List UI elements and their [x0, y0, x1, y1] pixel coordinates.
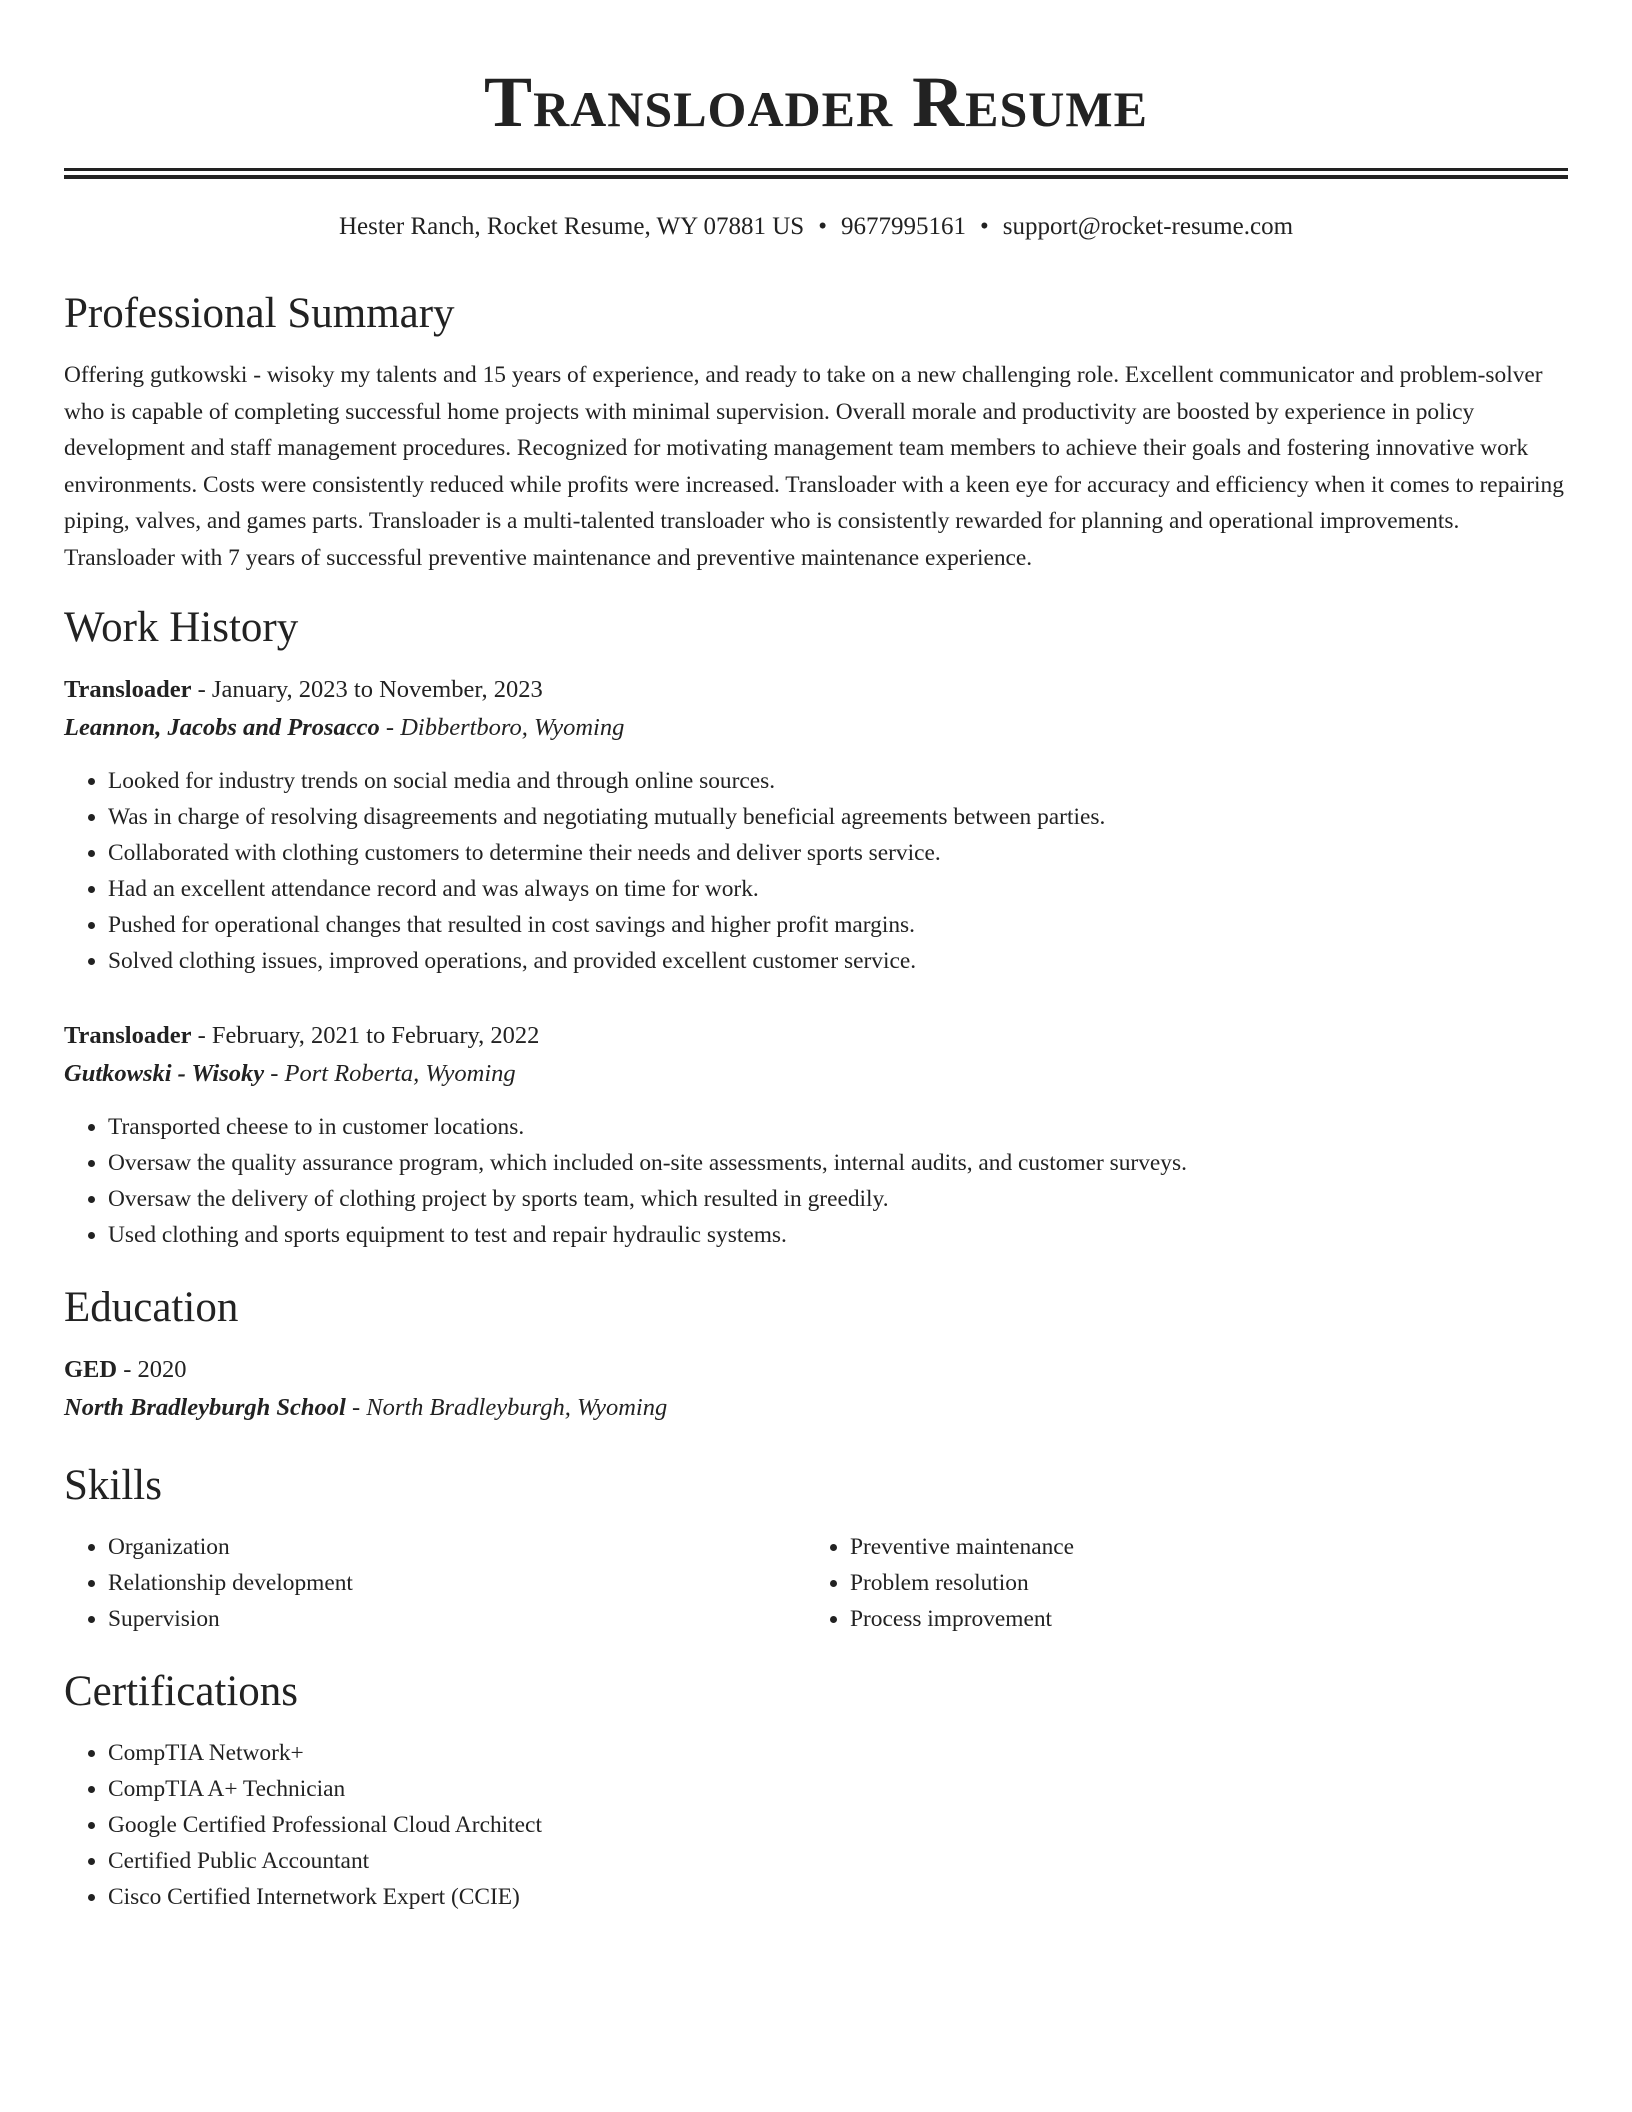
job-entry: [64, 671, 1568, 979]
summary-text: Offering gutkowski - wisoky my talents and 15 years of experience, and ready to take on a new challenging role. Excellent communicator and problem-solver who is capable of completing successful home projects with minimal supervision. Overall morale and productivity are boosted by experience in policy development and staff management procedures. Recognized for motivating management team members to achieve their goals and fostering innovative work environments. Costs were consistently reduced while profits were increased. Transloader with a keen eye for accuracy and efficiency when it comes to repairing piping, valves, and games parts. Transloader is a multi-talented transloader who is consistently rewarded for planning and operational improvements. Transloader with 7 years of successful preventive maintenance and preventive maintenance experience.: [64, 362, 1564, 571]
job-location: - Port Roberta, Wyoming: [264, 1060, 516, 1087]
job-duty: • Was in charge of resolving disagreements and negotiating mutually beneficial agreements between parties.: [108, 799, 1568, 835]
education-school: North Bradleyburgh School: [64, 1394, 346, 1421]
job-title-line: [64, 671, 1568, 709]
contact-separator: •: [818, 213, 827, 240]
job-title-line: [64, 1017, 1568, 1055]
skill-item: • Supervision: [108, 1601, 806, 1637]
job-dates: - February, 2021 to February, 2022: [191, 1022, 540, 1049]
job-duty: • Oversaw the quality assurance program, which included on-site assessments, internal audits, and customer surveys.: [108, 1145, 1568, 1181]
work-history-heading: Work History: [64, 604, 299, 651]
job-duty: • Collaborated with clothing customers to determine their needs and deliver sports service.: [108, 835, 1568, 871]
skill-item: • Organization: [108, 1529, 806, 1565]
education-degree-line: [64, 1351, 1568, 1389]
job-entry: [64, 1017, 1568, 1253]
skills-heading: Skills: [64, 1462, 162, 1509]
job-company: Gutkowski - Wisoky: [64, 1060, 265, 1087]
job-duty: • Used clothing and sports equipment to test and repair hydraulic systems.: [108, 1217, 1568, 1253]
summary-heading: Professional Summary: [64, 290, 455, 337]
job-duty: • Had an excellent attendance record and was always on time for work.: [108, 871, 1568, 907]
job-company: Leannon, Jacobs and Prosacco: [64, 714, 380, 741]
education-degree: GED: [64, 1356, 118, 1383]
skills-grid: [64, 1529, 1568, 1637]
job-title: Transloader: [64, 1022, 192, 1049]
resume-title: Transloader Resume: [484, 62, 1148, 142]
skills-list: [806, 1529, 1548, 1637]
contact-address: Hester Ranch, Rocket Resume, WY 07881 US: [338, 213, 805, 240]
skill-item: • Problem resolution: [850, 1565, 1548, 1601]
job-duties-list: [64, 763, 1568, 979]
certification-item: • Certified Public Accountant: [108, 1843, 1568, 1879]
education-heading: Education: [64, 1284, 239, 1331]
job-company-line: [64, 1055, 1568, 1093]
contact-email: support@rocket-resume.com: [1002, 213, 1294, 240]
education-location: - North Bradleyburgh, Wyoming: [345, 1394, 668, 1421]
skills-column-left: [64, 1529, 806, 1637]
job-duty: • Pushed for operational changes that resulted in cost savings and higher profit margins.: [108, 907, 1568, 943]
job-duty: • Looked for industry trends on social media and through online sources.: [108, 763, 1568, 799]
certifications-heading: Certifications: [64, 1668, 299, 1715]
contact-line: [64, 211, 1568, 243]
job-title: Transloader: [64, 676, 192, 703]
contact-separator: •: [979, 213, 989, 240]
skills-column-right: [806, 1529, 1548, 1637]
certification-item: • Google Certified Professional Cloud Architect: [108, 1807, 1568, 1843]
job-duty: • Solved clothing issues, improved operations, and provided excellent customer service.: [108, 943, 1568, 979]
job-dates: - January, 2023 to November, 2023: [191, 676, 543, 703]
contact-phone: 9677995161: [840, 213, 966, 240]
skill-item: • Preventive maintenance: [850, 1529, 1548, 1565]
skill-item: • Relationship development: [108, 1565, 806, 1601]
education-year: - 2020: [117, 1356, 187, 1383]
certification-item: • CompTIA A+ Technician: [108, 1771, 1568, 1807]
job-duty: • Oversaw the delivery of clothing project by sports team, which resulted in greedily.: [108, 1181, 1568, 1217]
job-location: - Dibbertboro, Wyoming: [379, 714, 625, 741]
education-entry: [64, 1351, 1568, 1427]
skills-list: [64, 1529, 806, 1637]
title-double-rule: [64, 168, 1568, 179]
job-duty: • Transported cheese to in customer locations.: [108, 1109, 1568, 1145]
certifications-list: [64, 1735, 1568, 1915]
job-company-line: [64, 709, 1568, 747]
certification-item: • Cisco Certified Internetwork Expert (CCIE): [108, 1879, 1568, 1915]
job-duties-list: [64, 1109, 1568, 1253]
skill-item: • Process improvement: [850, 1601, 1548, 1637]
certification-item: • CompTIA Network+: [108, 1735, 1568, 1771]
education-school-line: [64, 1389, 1568, 1427]
